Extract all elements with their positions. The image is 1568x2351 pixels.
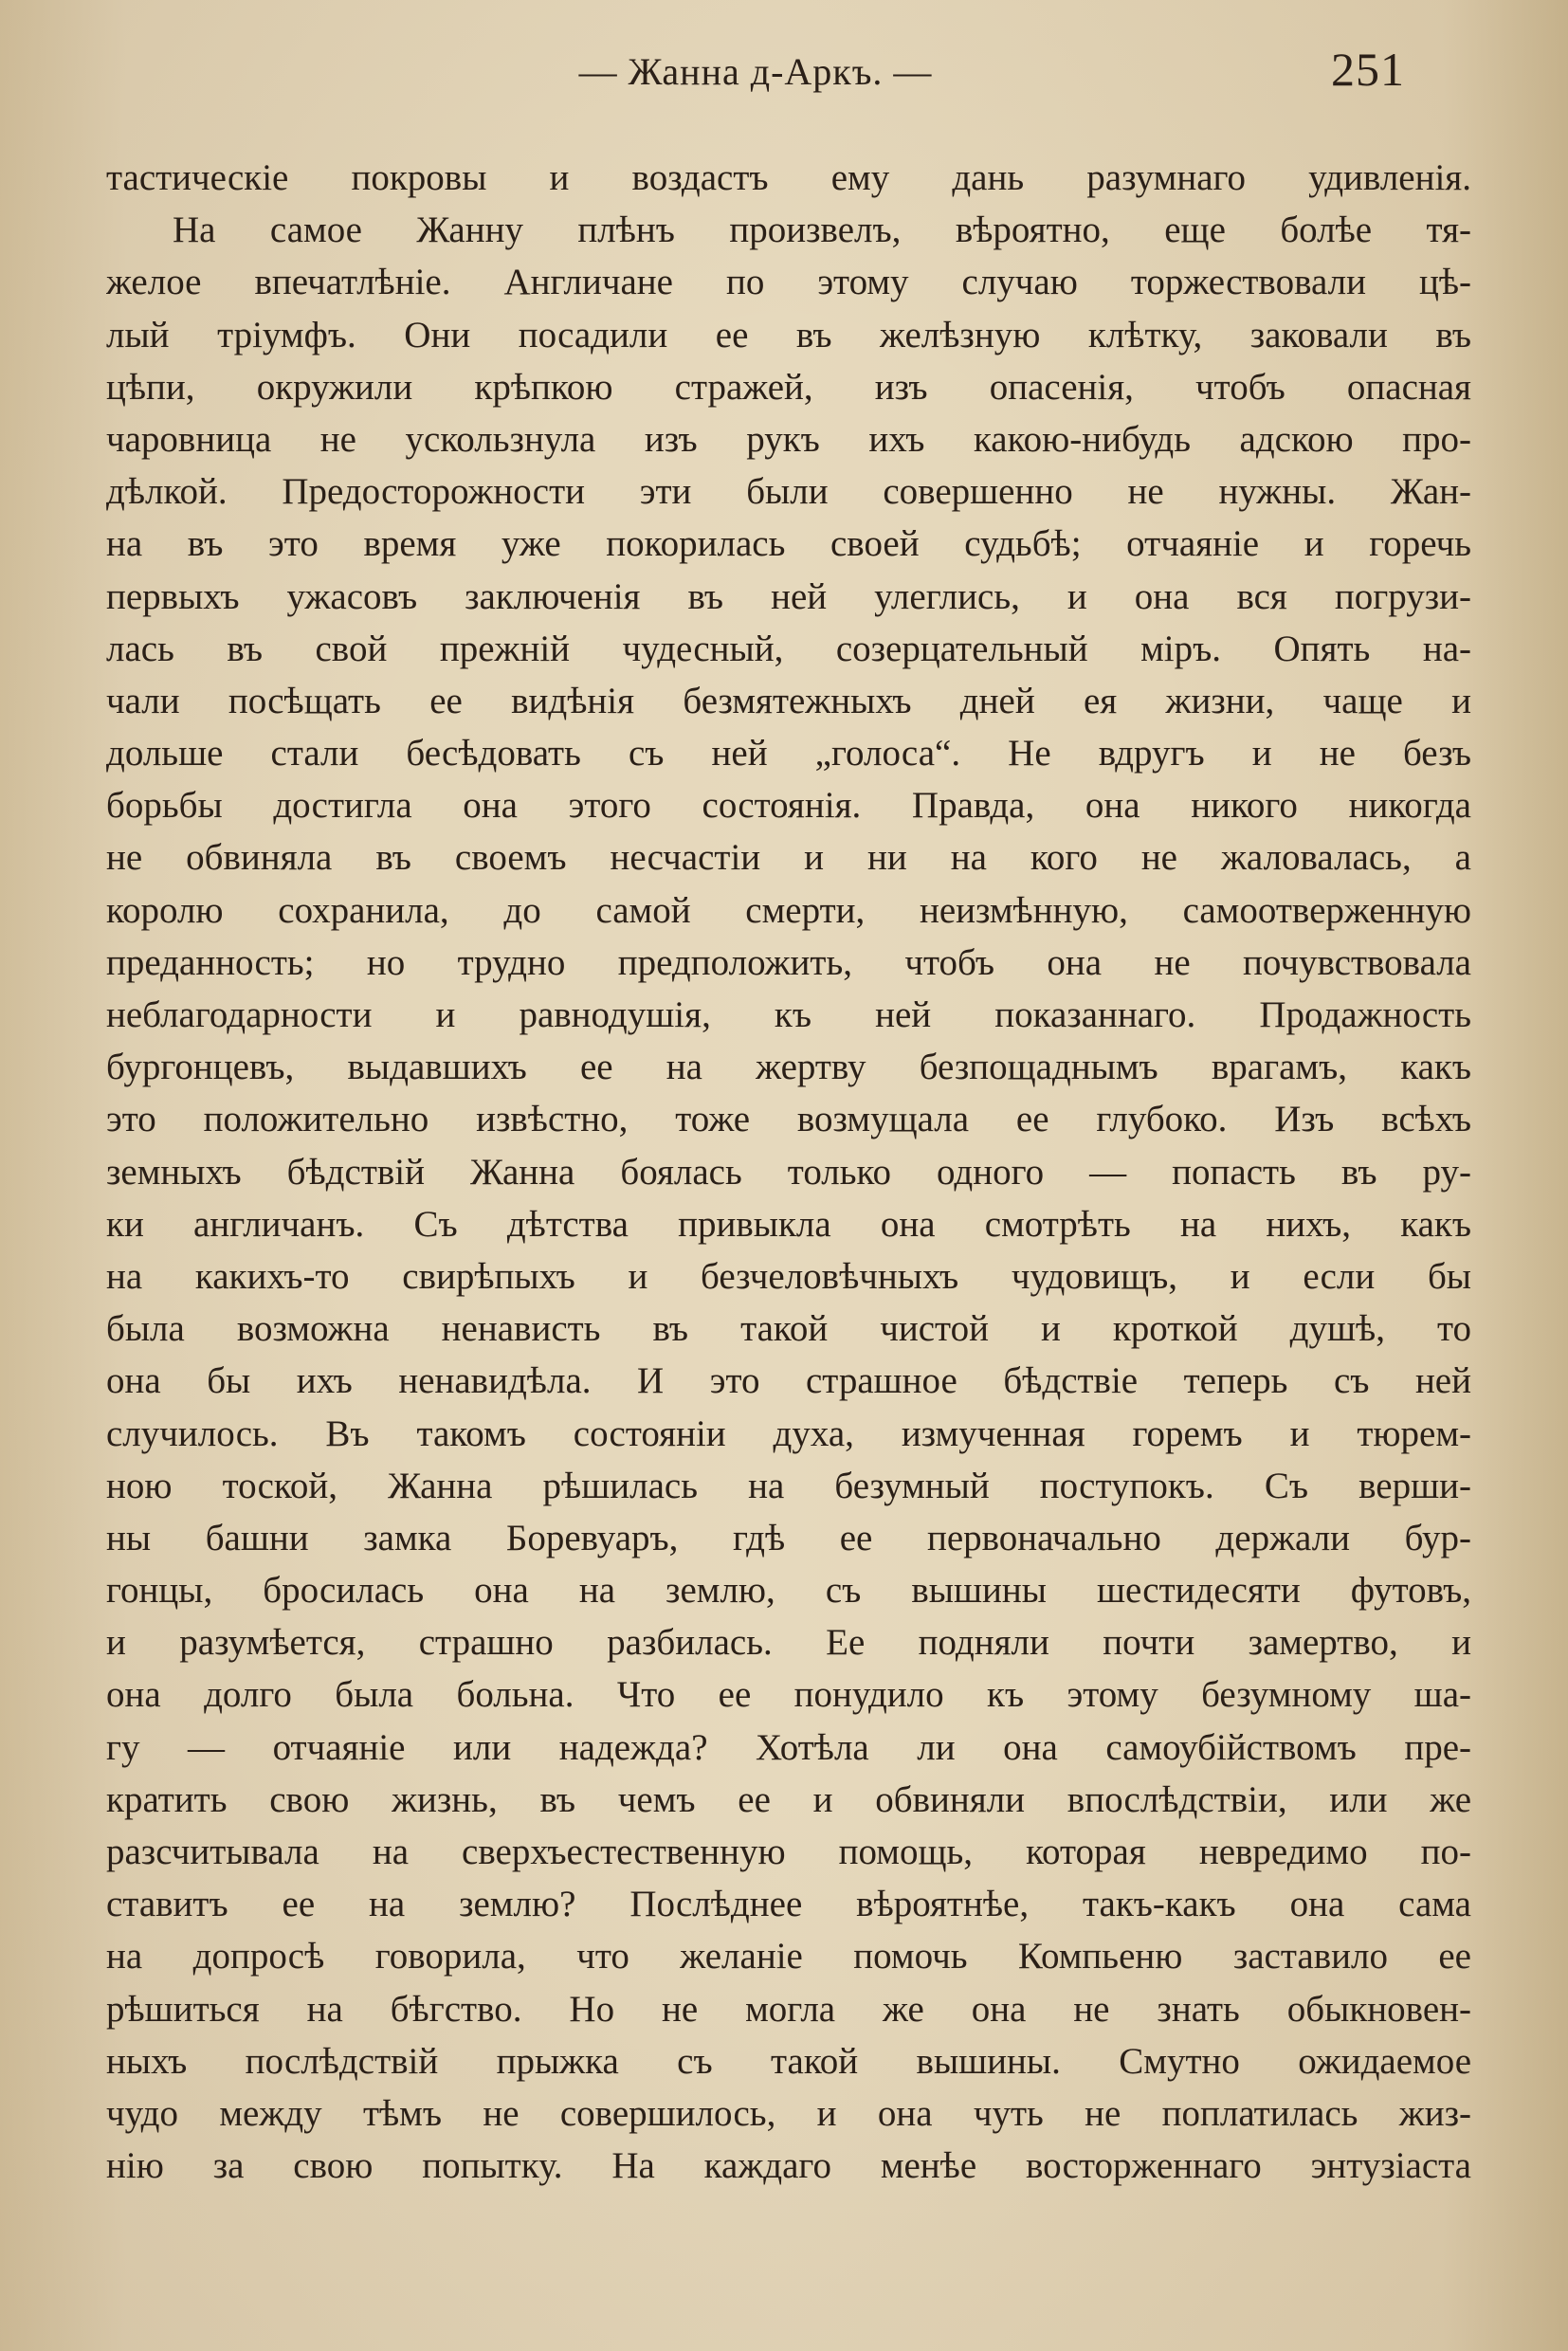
text-line: рѣшиться на бѣгство. Но не могла же она не знать обыкновен- bbox=[106, 1988, 1471, 2030]
page-header bbox=[106, 42, 1405, 108]
text-line: дѣлкой. Предосторожности эти были совершенно не нужны. Жан- bbox=[106, 471, 1471, 513]
text-line: кратить свою жизнь, въ чемъ ее и обвиняли впослѣдствіи, или же bbox=[106, 1778, 1471, 1820]
text-line: лась въ свой прежній чудесный, созерцательный міръ. Опять на- bbox=[106, 628, 1471, 669]
text-line: борьбы достигла она этого состоянія. Правда, она никого никогда bbox=[106, 785, 1471, 827]
text-line: ною тоской, Жанна рѣшилась на безумный поступокъ. Съ верши- bbox=[106, 1465, 1471, 1506]
text-line: и разумѣется, страшно разбилась. Ее подняли почти замертво, и bbox=[106, 1622, 1471, 1664]
text-line: на какихъ-то свирѣпыхъ и безчеловѣчныхъ чудовищъ, и если бы bbox=[106, 1255, 1471, 1297]
text-line: неблагодарности и равнодушія, къ ней показаннаго. Продажность bbox=[106, 994, 1471, 1035]
text-line: бургонцевъ, выдавшихъ ее на жертву безпощаднымъ врагамъ, какъ bbox=[106, 1047, 1471, 1088]
text-line: на допросѣ говорила, что желаніе помочь Компьеню заставило ее bbox=[106, 1936, 1471, 1977]
running-head: — Жанна д-Аркъ. — bbox=[578, 50, 933, 93]
text-line: она долго была больна. Что ее понудило къ этому безумному ша- bbox=[106, 1674, 1471, 1716]
text-line: это положительно извѣстно, тоже возмущала ее глубоко. Изъ всѣхъ bbox=[106, 1099, 1471, 1140]
text-line: преданность; но трудно предположить, чтобъ она не почувствовала bbox=[106, 941, 1471, 983]
page-number: 251 bbox=[1331, 43, 1405, 96]
text-line: она бы ихъ ненавидѣла. И это страшное бѣдствіе теперь съ ней bbox=[106, 1360, 1471, 1402]
text-line: королю сохранила, до самой смерти, неизмѣнную, самоотверженную bbox=[106, 889, 1471, 931]
text-line: чали посѣщать ее видѣнія безмятежныхъ дней ея жизни, чаще и bbox=[106, 680, 1471, 721]
text-line: случилось. Въ такомъ состояніи духа, измученная горемъ и тюрем- bbox=[106, 1412, 1471, 1454]
text-line: гонцы, бросилась она на землю, съ вышины шестидесяти футовъ, bbox=[106, 1570, 1471, 1612]
text-line: На самое Жанну плѣнъ произвелъ, вѣроятно, еще болѣе тя- bbox=[173, 210, 1471, 251]
text-line: чудо между тѣмъ не совершилось, и она чуть не поплатилась жиз- bbox=[106, 2092, 1471, 2134]
text-line: гу — отчаяніе или надежда? Хотѣла ли она самоубійствомъ пре- bbox=[106, 1726, 1471, 1768]
text-line: не обвиняла въ своемъ несчастіи и ни на кого не жаловалась, а bbox=[106, 837, 1471, 879]
text-line: нію за свою попытку. На каждаго менѣе восторженнаго энтузіаста bbox=[106, 2145, 1471, 2187]
text-line: ныхъ послѣдствій прыжка съ такой вышины. Смутно ожидаемое bbox=[106, 2040, 1471, 2082]
text-line: чаровница не ускользнула изъ рукъ ихъ какою-нибудь адскою про- bbox=[106, 418, 1471, 460]
text-line: лый тріумфъ. Они посадили ее въ желѣзную клѣтку, заковали въ bbox=[106, 314, 1471, 355]
text-line: разсчитывала на сверхъестественную помощь, которая невредимо по- bbox=[106, 1832, 1471, 1872]
text-line: ки англичанъ. Съ дѣтства привыкла она смотрѣть на нихъ, какъ bbox=[106, 1203, 1471, 1245]
text-line: дольше стали бесѣдовать съ ней „голоса“. Не вдругъ и не безъ bbox=[106, 733, 1471, 775]
text-line: земныхъ бѣдствій Жанна боялась только одного — попасть въ ру- bbox=[106, 1151, 1471, 1193]
text-line: первыхъ ужасовъ заключенія въ ней улеглись, и она вся погрузи- bbox=[106, 575, 1471, 617]
body-text bbox=[106, 152, 1471, 2192]
text-line: тастическіе покровы и воздастъ ему дань разумнаго удивленія. bbox=[106, 157, 1471, 198]
text-line: цѣпи, окружили крѣпкою стражей, изъ опасенія, чтобъ опасная bbox=[106, 366, 1471, 408]
text-line: желое впечатлѣніе. Англичане по этому случаю торжествовали цѣ- bbox=[106, 262, 1471, 303]
text-line: была возможна ненависть въ такой чистой и кроткой душѣ, то bbox=[106, 1308, 1471, 1350]
text-line: ставитъ ее на землю? Послѣднее вѣроятнѣе, такъ-какъ она сама bbox=[106, 1884, 1471, 1925]
text-line: на въ это время уже покорилась своей судьбѣ; отчаяніе и горечь bbox=[106, 523, 1471, 565]
text-line: ны башни замка Боревуаръ, гдѣ ее первоначально держали бур- bbox=[106, 1517, 1471, 1558]
